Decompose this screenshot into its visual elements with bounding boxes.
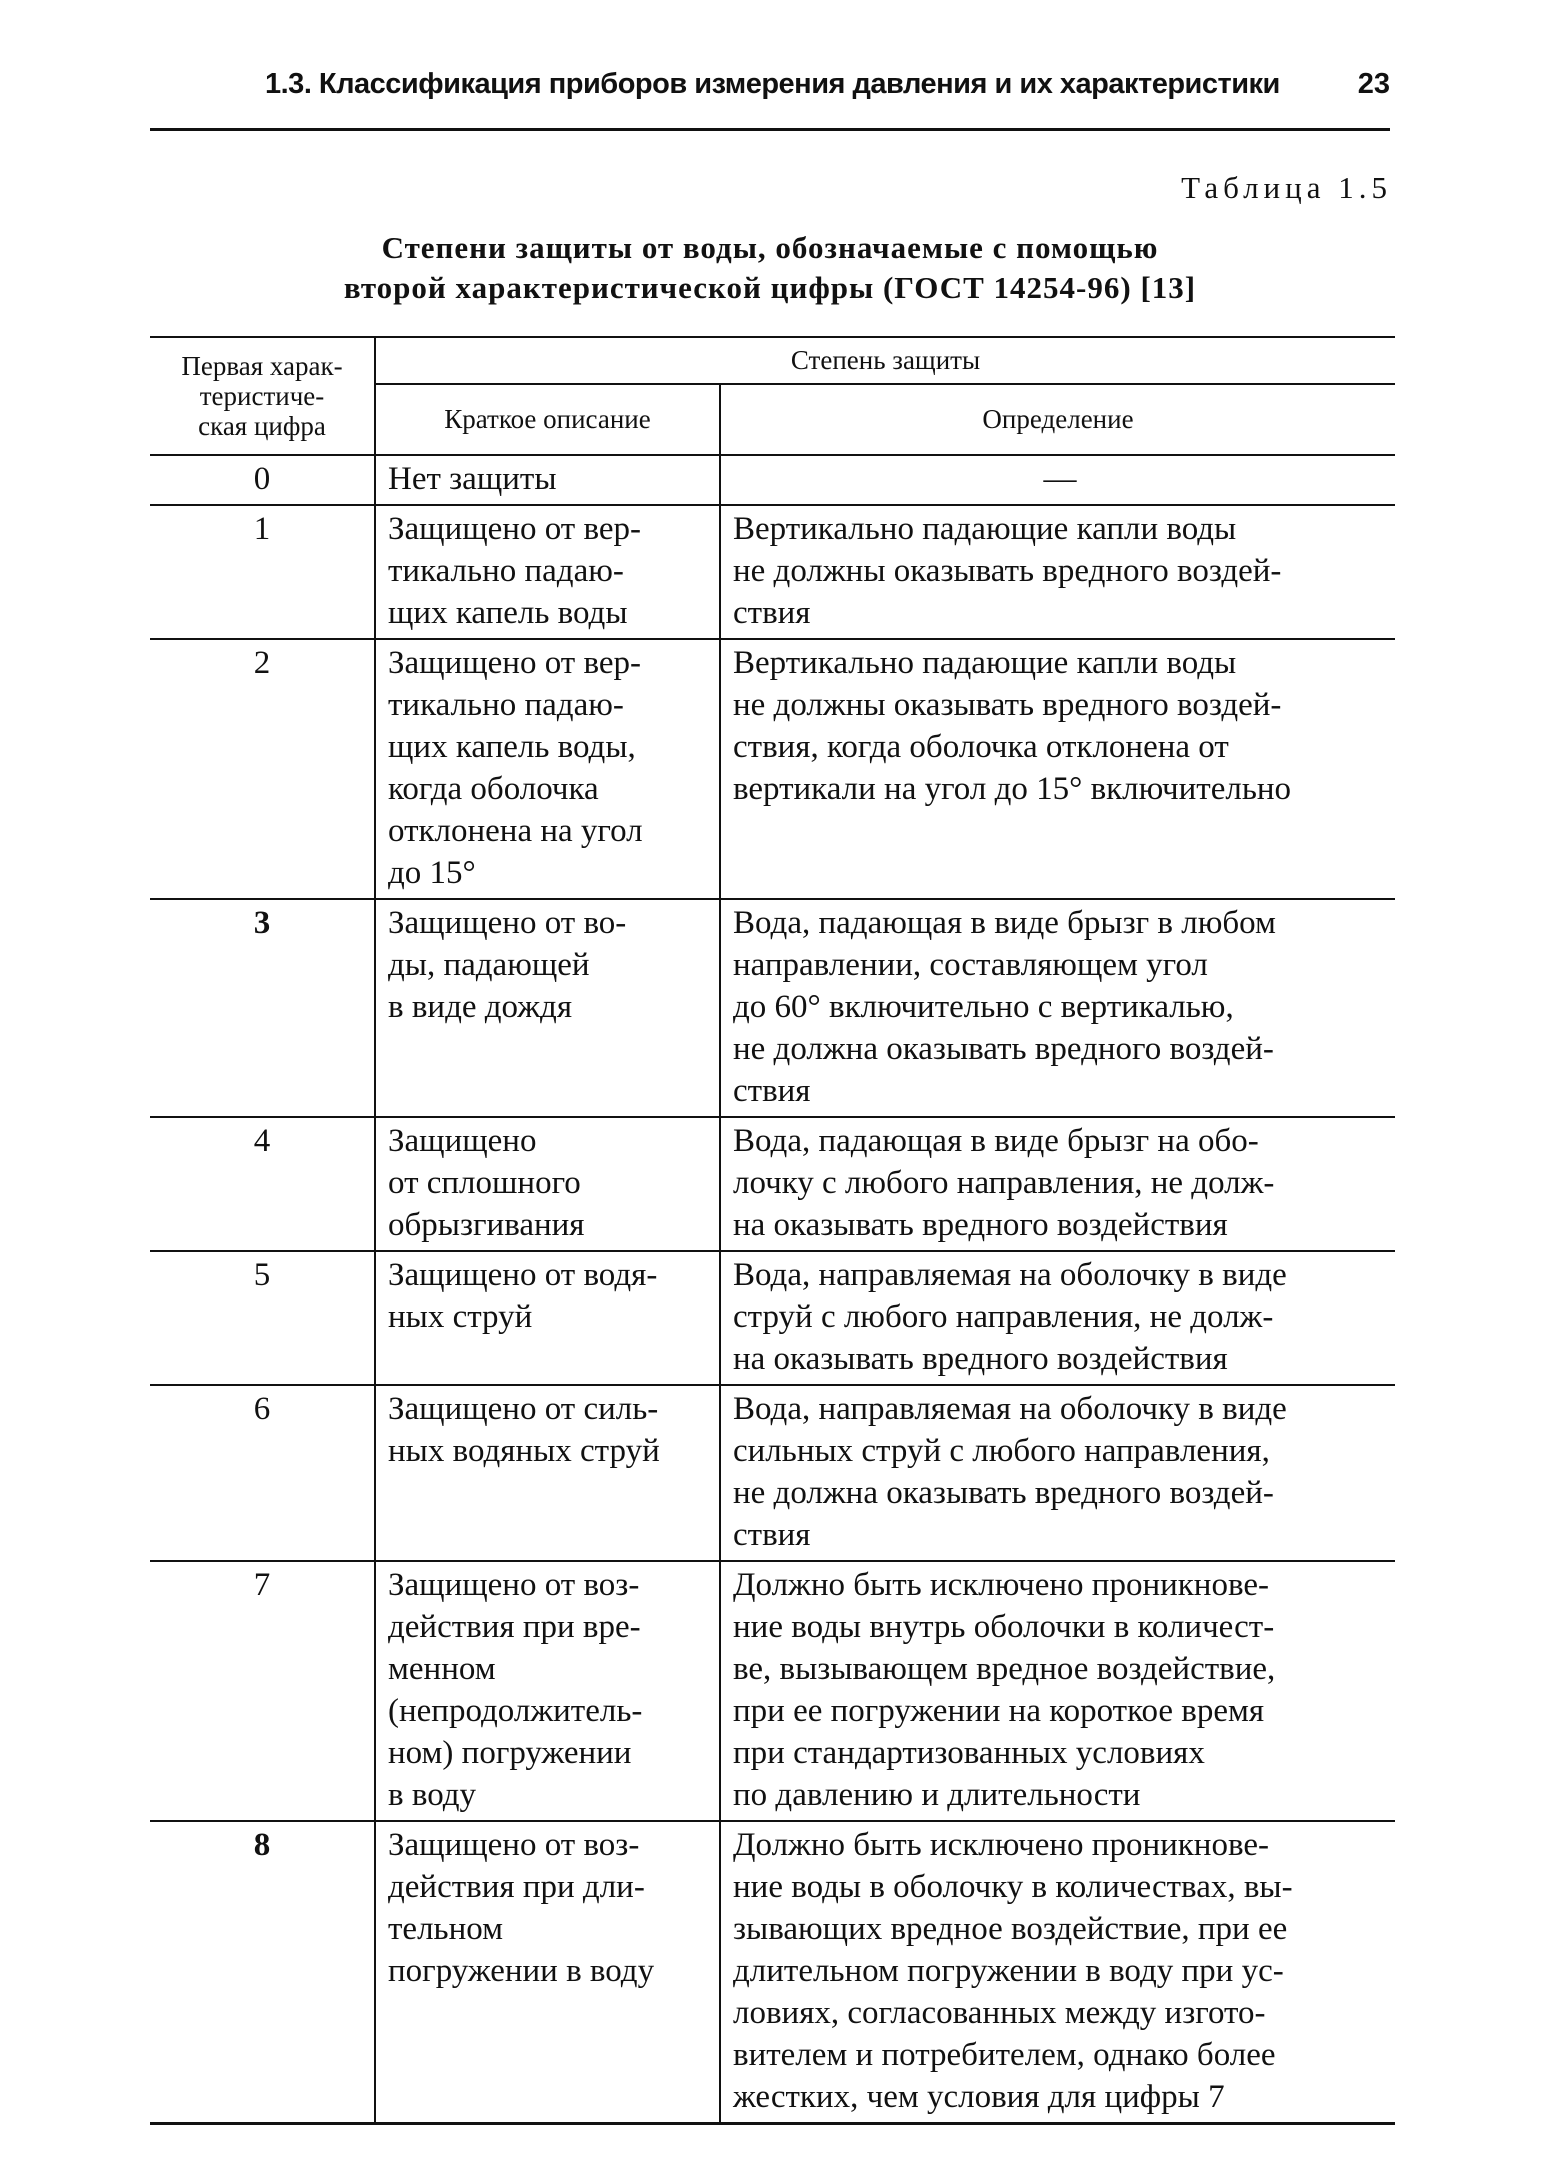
header-degree-of-protection: Степень защиты <box>375 337 1395 384</box>
definition-line: ствия, когда оболочка отклонена от <box>733 729 1229 765</box>
short-description-line: Защищено от воз- <box>388 1827 640 1863</box>
short-description-line: Защищено <box>388 1123 537 1159</box>
row-definition <box>720 1561 1395 1821</box>
row-digit: 6 <box>150 1385 375 1561</box>
definition-line: на оказывать вредного воздействия <box>733 1207 1228 1243</box>
row-digit: 0 <box>150 455 375 505</box>
row-short-description <box>375 1561 720 1821</box>
definition-line: ловиях, согласованных между изгото- <box>733 1995 1266 2031</box>
header-first-digit-line-2: теристиче- <box>199 381 325 411</box>
definition-line: зывающих вредное воздействие, при ее <box>733 1911 1288 1947</box>
definition-line: не должна оказывать вредного воздей- <box>733 1031 1274 1067</box>
table-row <box>150 899 1395 1117</box>
definition-line: Должно быть исключено проникнове- <box>733 1567 1269 1603</box>
table-caption <box>150 228 1390 308</box>
header-first-digit <box>150 337 375 455</box>
protection-degrees-table <box>150 336 1395 2125</box>
row-digit: 4 <box>150 1117 375 1251</box>
definition-line: лочку с любого направления, не долж- <box>733 1165 1275 1201</box>
definition-line: вителем и потребителем, однако более <box>733 2037 1276 2073</box>
page-number: 23 <box>1357 68 1390 100</box>
short-description-line: отклонена на угол <box>388 813 643 849</box>
row-short-description <box>375 1385 720 1561</box>
table-caption-line-1: Степени защиты от воды, обозначаемые с помощью <box>381 230 1159 265</box>
row-definition <box>720 1385 1395 1561</box>
row-definition <box>720 505 1395 639</box>
definition-line: ствия <box>733 595 811 631</box>
definition-line: Вода, направляемая на оболочку в виде <box>733 1257 1287 1293</box>
row-definition <box>720 1117 1395 1251</box>
definition-line: Вода, падающая в виде брызг на обо- <box>733 1123 1259 1159</box>
row-short-description <box>375 505 720 639</box>
definition-line: ствия <box>733 1073 811 1109</box>
definition-line: ние воды внутрь оболочки в количест- <box>733 1609 1275 1645</box>
definition-line: жестких, чем условия для цифры 7 <box>733 2079 1225 2115</box>
definition-line: — <box>1043 461 1077 497</box>
row-digit: 7 <box>150 1561 375 1821</box>
running-head <box>150 58 1390 118</box>
table-row <box>150 1561 1395 1821</box>
table-row <box>150 1821 1395 2124</box>
header-first-digit-line-3: ская цифра <box>198 411 326 441</box>
row-definition <box>720 899 1395 1117</box>
table-row <box>150 1385 1395 1561</box>
definition-line: Должно быть исключено проникнове- <box>733 1827 1269 1863</box>
definition-line: Вертикально падающие капли воды <box>733 511 1237 547</box>
definition-line: длительном погружении в воду при ус- <box>733 1953 1284 1989</box>
definition-line: ствия <box>733 1517 811 1553</box>
short-description-line: в воду <box>388 1777 477 1813</box>
section-title: 1.3. Классификация приборов измерения давления и их характеристики <box>265 68 1280 100</box>
definition-line: Вертикально падающие капли воды <box>733 645 1237 681</box>
short-description-line: тикально падаю- <box>388 687 624 723</box>
row-definition <box>720 1821 1395 2124</box>
definition-line: направлении, составляющем угол <box>733 947 1208 983</box>
definition-line: Вода, направляемая на оболочку в виде <box>733 1391 1287 1427</box>
row-digit: 5 <box>150 1251 375 1385</box>
row-short-description <box>375 899 720 1117</box>
definition-line: струй с любого направления, не долж- <box>733 1299 1274 1335</box>
definition-line: не должны оказывать вредного воздей- <box>733 553 1282 589</box>
row-short-description <box>375 455 720 505</box>
header-short-description: Краткое описание <box>375 384 720 455</box>
short-description-line: щих капель воды <box>388 595 628 631</box>
header-definition: Определение <box>720 384 1395 455</box>
short-description-line: Защищено от вер- <box>388 511 641 547</box>
row-digit: 1 <box>150 505 375 639</box>
definition-line: не должны оказывать вредного воздей- <box>733 687 1282 723</box>
short-description-line: от сплошного <box>388 1165 581 1201</box>
row-digit: 3 <box>150 899 375 1117</box>
definition-line: по давлению и длительности <box>733 1777 1141 1813</box>
table-label: Таблица 1.5 <box>1181 170 1392 205</box>
definition-line: ве, вызывающем вредное воздействие, <box>733 1651 1276 1687</box>
definition-line: при стандартизованных условиях <box>733 1735 1205 1771</box>
table-caption-line-2: второй характеристической цифры (ГОСТ 14254-96) [13] <box>343 270 1197 305</box>
short-description-line: Нет защиты <box>388 461 557 497</box>
row-short-description <box>375 639 720 899</box>
short-description-line: обрызгивания <box>388 1207 585 1243</box>
row-short-description <box>375 1821 720 2124</box>
short-description-line: в виде дождя <box>388 989 572 1025</box>
definition-line: ние воды в оболочку в количествах, вы- <box>733 1869 1293 1905</box>
short-description-line: когда оболочка <box>388 771 599 807</box>
table-row <box>150 455 1395 505</box>
short-description-line: Защищено от воз- <box>388 1567 640 1603</box>
row-digit: 8 <box>150 1821 375 2124</box>
short-description-line: ды, падающей <box>388 947 590 983</box>
header-first-digit-line-1: Первая харак- <box>181 351 343 381</box>
short-description-line: (непродолжитель- <box>388 1693 643 1729</box>
table-row <box>150 1251 1395 1385</box>
row-short-description <box>375 1251 720 1385</box>
short-description-line: до 15° <box>388 855 476 891</box>
definition-line: при ее погружении на короткое время <box>733 1693 1265 1729</box>
table-row <box>150 505 1395 639</box>
short-description-line: щих капель воды, <box>388 729 636 765</box>
row-definition <box>720 639 1395 899</box>
short-description-line: Защищено от вер- <box>388 645 641 681</box>
short-description-line: ных водяных струй <box>388 1433 660 1469</box>
table-body <box>150 455 1395 2124</box>
table-row <box>150 1117 1395 1251</box>
row-definition <box>720 455 1395 505</box>
short-description-line: действия при вре- <box>388 1609 641 1645</box>
short-description-line: тельном <box>388 1911 504 1947</box>
definition-line: до 60° включительно с вертикалью, <box>733 989 1234 1025</box>
definition-line: на оказывать вредного воздействия <box>733 1341 1228 1377</box>
row-digit: 2 <box>150 639 375 899</box>
header-rule <box>150 128 1390 131</box>
short-description-line: ном) погружении <box>388 1735 632 1771</box>
definition-line: сильных струй с любого направления, <box>733 1433 1270 1469</box>
row-short-description <box>375 1117 720 1251</box>
short-description-line: Защищено от силь- <box>388 1391 659 1427</box>
table-row <box>150 639 1395 899</box>
short-description-line: Защищено от во- <box>388 905 627 941</box>
short-description-line: ных струй <box>388 1299 533 1335</box>
short-description-line: Защищено от водя- <box>388 1257 658 1293</box>
short-description-line: действия при дли- <box>388 1869 645 1905</box>
short-description-line: погружении в воду <box>388 1953 655 1989</box>
short-description-line: менном <box>388 1651 496 1687</box>
definition-line: не должна оказывать вредного воздей- <box>733 1475 1274 1511</box>
definition-line: вертикали на угол до 15° включительно <box>733 771 1292 807</box>
definition-line: Вода, падающая в виде брызг в любом <box>733 905 1276 941</box>
row-definition <box>720 1251 1395 1385</box>
short-description-line: тикально падаю- <box>388 553 624 589</box>
